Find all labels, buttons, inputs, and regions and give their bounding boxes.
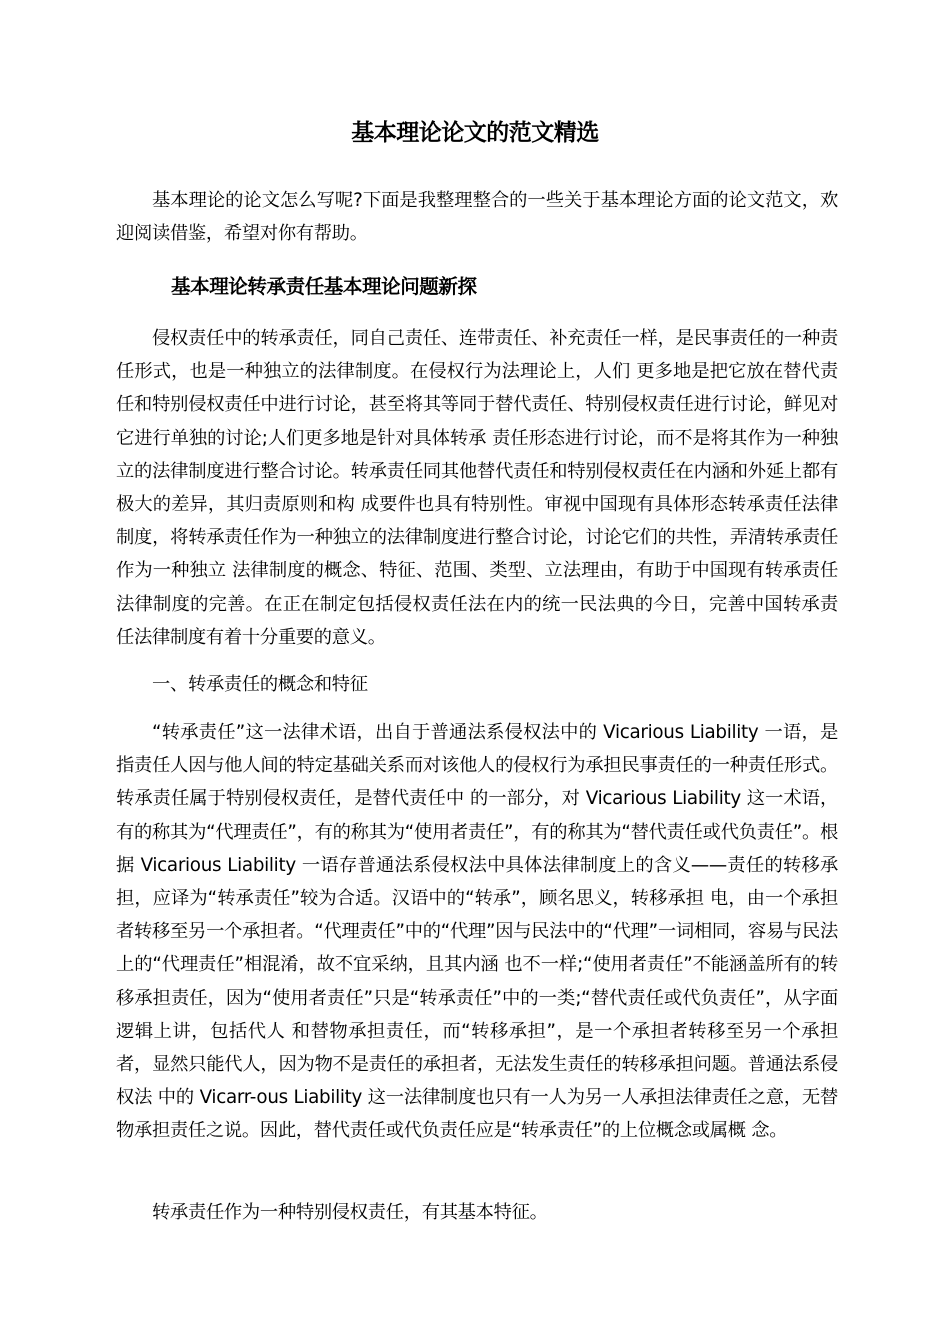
body-paragraph-2: “转承责任”这一法律术语，出自于普通法系侵权法中的 Vicarious Liability 一语，是指责任人因与他人间的特定基础关系而对该他人的侵权行为承担民事责任的一种责任形式。转承责任属于特别侵权责任，是替代责任中 的一部分，对 Vicarious Liability 这一术语，有的称其为“代理责任”，有的称其为“使用者责任”，有的称其为“替代责任或代负责任”。根据 Vicarious Liability 一语存普通法系侵权法中具体法律制度上的含义——责任的转移承担，应译为“转承责任”较为合适。汉语中的“转承”，顾名思义，转移承担 电，由一个承担者转移至另一个承担者。“代理责任”中的“代理”因与民法中的“代理”一词相同，容易与民法上的“代理责任”相混淆，故不宜采纳，且其内涵 也不一样;“使用者责任”不能涵盖所有的转移承担责任，因为“使用者责任”只是“转承责任”中的一类;“替代责任或代负责任”，从字面逻辑上讲，包括代人 和替物承担责任，而“转移承担”，是一个承担者转移至另一个承担者，显然只能代人，因为物不是责任的承担者，无法发生责任的转移承担问题。普通法系侵权法 中的 Vicarr-ous Liability 这一法律制度也只有一人为另一人承担法律责任之意，无替物承担责任之说。因此，替代责任或代负责任应是“转承责任”的上位概念或属概 念。 (116, 722, 838, 1142)
intro-paragraph: 基本理论的论文怎么写呢?下面是我整理整合的一些关于基本理论方面的论文范文，欢迎阅读借鉴，希望对你有帮助。 (116, 190, 838, 245)
section-subtitle: 基本理论转承责任基本理论问题新探 (171, 275, 477, 298)
section-heading-1: 一、转承责任的概念和特征 (152, 674, 368, 695)
body-paragraph-1: 侵权责任中的转承责任，同自己责任、连带责任、补充责任一样，是民事责任的一种责任形式，也是一种独立的法律制度。在侵权行为法理论上，人们 更多地是把它放在替代责任和特别侵权责任中进行讨论，甚至将其等同于替代责任、特别侵权责任进行讨论，鲜见对它进行单独的讨论;人们更多地是针对具体转承 责任形态进行讨论，而不是将其作为一种独立的法律制度进行整合讨论。转承责任同其他替代责任和特别侵权责任在内涵和外延上都有极大的差异，其归责原则和构 成要件也具有特别性。审视中国现有具体形态转承责任法律制度，将转承责任作为一种独立的法律制度进行整合讨论，讨论它们的共性，弄清转承责任作为一种独立 法律制度的概念、特征、范围、类型、立法理由，有助于中国现有转承责任法律制度的完善。在正在制定包括侵权责任法在内的统一民法典的今日，完善中国转承责 任法律制度有着十分重要的意义。 (116, 328, 838, 648)
document-title: 基本理论论文的范文精选 (351, 120, 599, 146)
body-paragraph-3: 转承责任作为一种特别侵权责任，有其基本特征。 (152, 1202, 548, 1223)
